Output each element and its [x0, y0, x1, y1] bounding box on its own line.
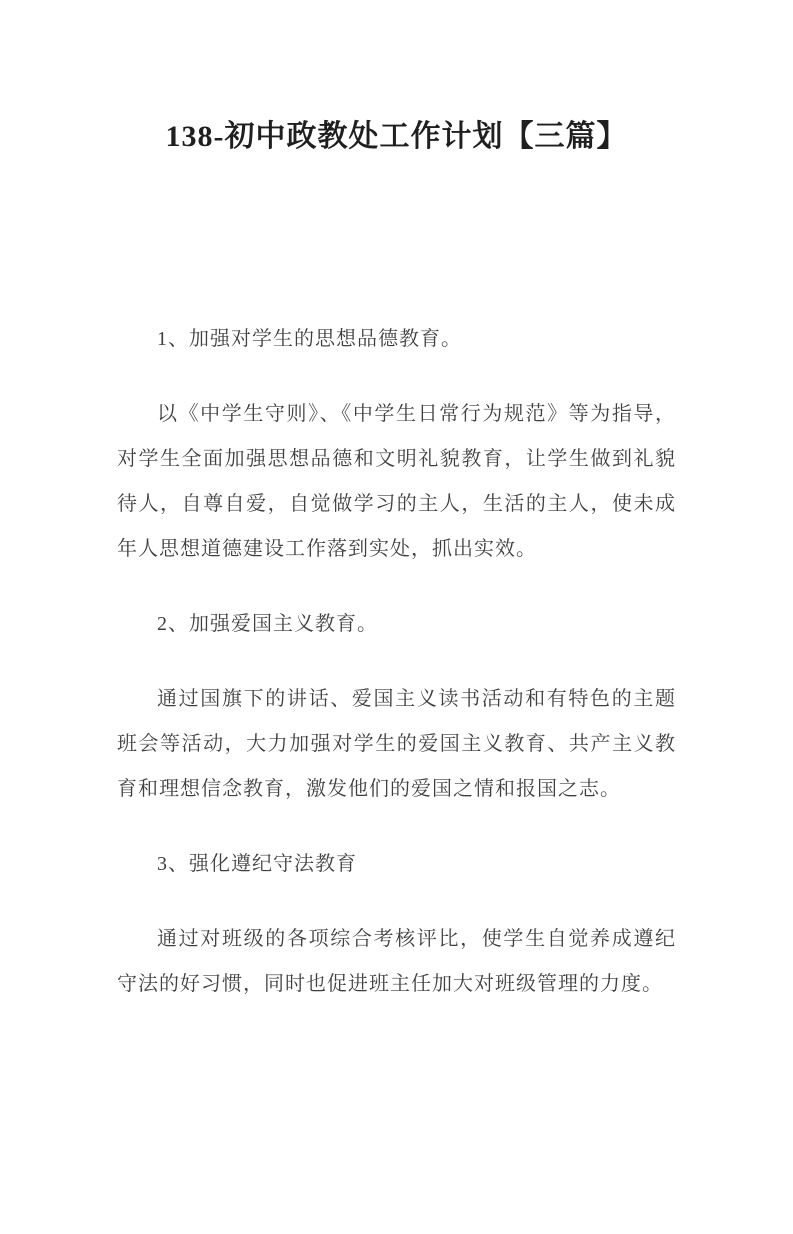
- numbered-heading-2: 2、加强爱国主义教育。: [157, 613, 378, 635]
- numbered-heading-1: 1、加强对学生的思想品德教育。: [157, 328, 462, 350]
- paragraph-3: 通过对班级的各项综合考核评比，使学生自觉养成遵纪守法的好习惯，同时也促进班主任加大对班级管理的力度。: [117, 928, 676, 995]
- document-page: [0, 112, 793, 1234]
- paragraph-2: 通过国旗下的讲话、爱国主义读书活动和有特色的主题班会等活动，大力加强对学生的爱国主义教育、共产主义教育和理想信念教育，激发他们的爱国之情和报国之志。: [117, 688, 676, 800]
- document-body: [117, 317, 676, 1007]
- paragraph-1: 以《中学生守则》、《中学生日常行为规范》等为指导，对学生全面加强思想品德和文明礼貌教育，让学生做到礼貌待人，自尊自爱，自觉做学习的主人，生活的主人，使未成年人思想道德建设工作落到实处，抓出实效。: [117, 403, 676, 560]
- numbered-heading-3: 3、强化遵纪守法教育: [157, 853, 357, 875]
- page-title: 138-初中政教处工作计划【三篇】: [165, 120, 628, 153]
